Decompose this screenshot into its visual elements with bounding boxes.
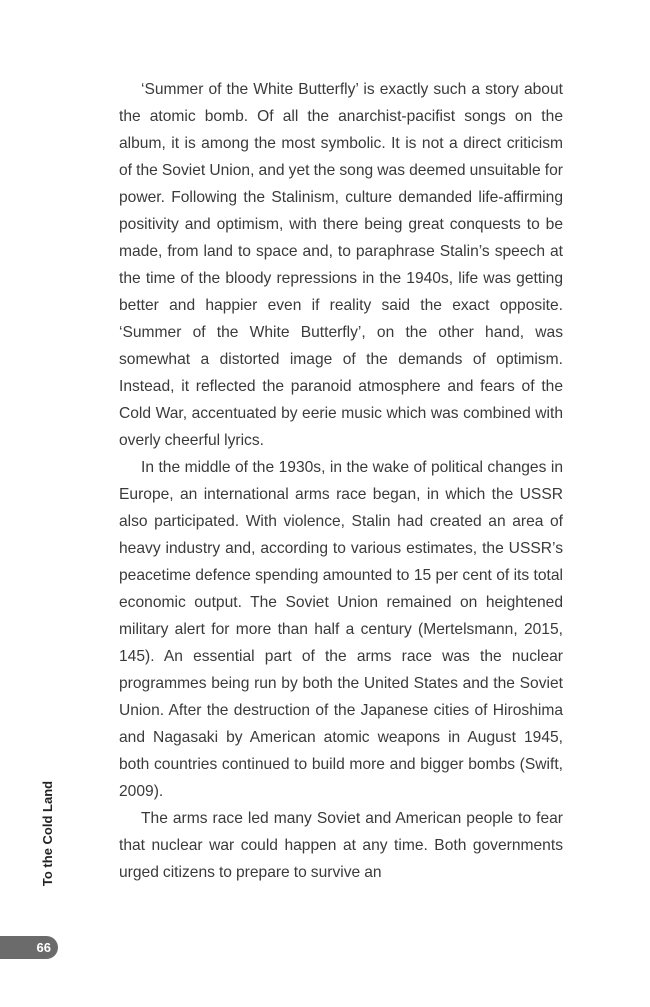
paragraph-1: ‘Summer of the White Butterfly’ is exactly such a story about the atomic bomb. Of all the anarchist-pacifist songs on the album, it is among the most symbolic. It is not a direct criticism of the Soviet Union, and yet the song was deemed unsuitable for power. Following the Stalinism, culture demanded life-affirming positivity and optimism, with there being great conquests to be made, from land to space and, to paraphrase Stalin’s speech at the time of the bloody repressions in the 1940s, life was getting better and happier even if reality said the exact opposite. ‘Summer of the White Butterfly’, on the other hand, was somewhat a distorted image of the demands of optimism. Instead, it reflected the paranoid atmosphere and fears of the Cold War, accentuated by eerie music which was combined with overly cheerful lyrics. bbox=[119, 81, 563, 449]
body-text bbox=[119, 76, 563, 886]
paragraph-3: The arms race led many Soviet and American people to fear that nuclear war could happen at any time. Both governments urged citizens to prepare to survive an bbox=[119, 810, 563, 881]
running-head-label: To the Cold Land bbox=[40, 780, 56, 886]
running-head bbox=[34, 778, 62, 888]
paragraph-2: In the middle of the 1930s, in the wake of political changes in Europe, an international arms race began, in which the USSR also participated. With violence, Stalin had created an area of heavy industry and, according to various estimates, the USSR’s peacetime defence spending amounted to 15 per cent of its total economic output. The Soviet Union remained on heightened military alert for more than half a century (Mertelsmann, 2015, 145). An essential part of the arms race was the nuclear programmes being run by both the United States and the Soviet Union. After the destruction of the Japanese cities of Hiroshima and Nagasaki by American atomic weapons in August 1945, both countries continued to build more and bigger bombs (Swift, 2009). bbox=[119, 459, 563, 800]
page-number: 66 bbox=[36, 940, 51, 955]
page-number-tab bbox=[0, 936, 58, 959]
